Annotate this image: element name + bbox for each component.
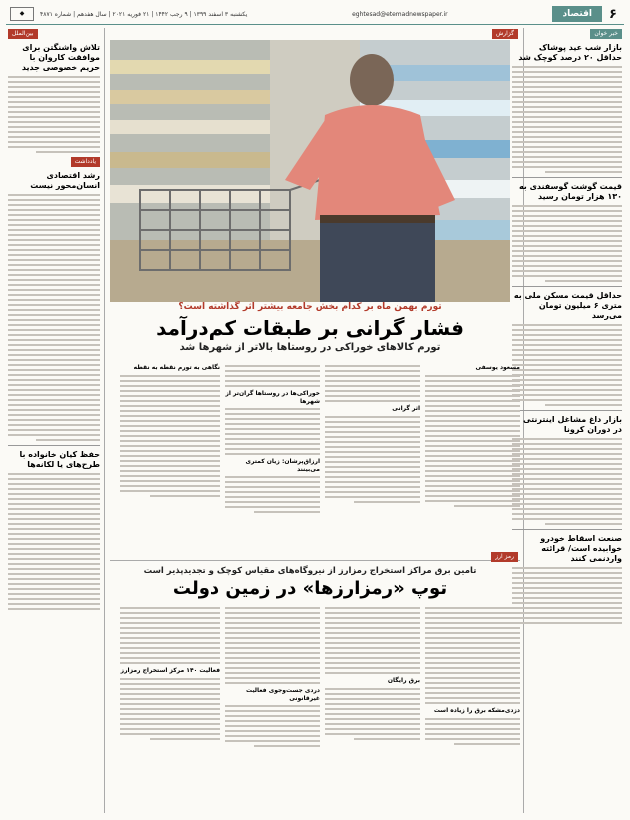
second-col-4 — [120, 604, 220, 810]
right-column — [512, 41, 622, 811]
page-number: ۶ — [609, 6, 617, 22]
opinion-tag: یادداشت — [71, 157, 100, 167]
text-block — [512, 205, 622, 282]
page-header — [6, 6, 624, 22]
main-sub-2: خوراکی‌ها در روستاها گران‌تر از شهرها — [225, 390, 320, 405]
text-block — [225, 476, 320, 513]
second-col-2 — [325, 604, 420, 810]
site-address: eghtesad@etemadnewspaper.ir — [352, 10, 448, 18]
main-sub-1: نگاهی به تورم نقطه به نقطه — [133, 364, 220, 371]
second-sub-1: فعالیت ۱۴۰ مرکز استخراج رمزارز — [120, 667, 220, 674]
news-tag: خبر خوان — [590, 29, 622, 39]
second-kicker: تامین برق مراکز استخراج رمزارز از نیروگاه‌های مقیاس کوچک و تجدیدپذیر است — [143, 566, 477, 576]
article-col-3 — [225, 362, 320, 557]
text-block — [425, 718, 520, 745]
international-tag: بین‌الملل — [8, 29, 38, 39]
text-block — [325, 416, 420, 503]
main-sub-3: اثر گرانی — [392, 405, 420, 412]
header-rule — [6, 24, 624, 25]
right-headline-4: بازار داغ مشاغل اینترنتی در دوران کرونا — [523, 415, 622, 434]
left-headline-2: رشد اقتصادی انسان‌محور نیست — [30, 171, 100, 190]
text-block — [512, 66, 622, 173]
crypto-tag: رمز ارز — [491, 552, 518, 562]
main-kicker: تورم بهمن ماه بر کدام بخش جامعه بیشتر اثر گذاشته است؟ — [178, 302, 442, 312]
text-block — [512, 567, 622, 624]
second-sub-2: دردی جست‌وجوی فعالیت غیرقانونی — [245, 687, 320, 702]
supermarket-shopper-image — [110, 40, 510, 302]
text-block — [512, 324, 622, 406]
text-block — [120, 607, 220, 664]
text-block — [225, 365, 320, 387]
left-headline-1: تلاش واشنگتن برای موافقت کاروان با حریم خصوصی جدید — [21, 43, 100, 72]
section-label: اقتصاد — [552, 6, 602, 22]
second-headline: توپ «رمزارزها» در زمین دولت — [172, 578, 448, 599]
article-col-2 — [325, 362, 420, 557]
text-block — [425, 607, 520, 704]
main-headline: فشار گرانی بر طبقات کم‌درآمد — [156, 316, 464, 340]
divider — [104, 28, 105, 813]
main-sub-4: ارزاق‌پرشان: زیان کمتری می‌بینند — [245, 458, 320, 473]
text-block — [325, 607, 420, 674]
text-block — [325, 365, 420, 402]
main-photo — [110, 40, 510, 302]
left-column — [8, 41, 100, 811]
right-headline-3: حداقل قیمت مسکن ملی به متری ۶ میلیون تومان می‌رسد — [513, 291, 622, 320]
left-headline-3: حفظ کیان خانواده با طرح‌های یا لکانه‌ها — [19, 450, 100, 469]
right-headline-1: بازار شب عید پوشاک حداقل ۲۰ درصد کوچک شد — [518, 43, 622, 62]
text-block — [225, 705, 320, 747]
text-block — [225, 408, 320, 455]
text-block — [8, 473, 100, 610]
text-block — [120, 375, 220, 497]
date-line: یکشنبه ۳ اسفند ۱۳۹۹ | ۹ رجب ۱۴۴۲ | ۲۱ فوریه ۲۰۲۱ | سال هفدهم | شماره ۴۸۷۱ — [40, 10, 248, 18]
article-col-1 — [425, 362, 520, 557]
second-col-3 — [225, 604, 320, 810]
second-sub-3: برق رایگان — [387, 677, 420, 684]
article-col-4 — [120, 362, 220, 557]
text-block — [8, 194, 100, 441]
second-sub-4: دزدی‌مشکه برق را زیاده است — [433, 707, 520, 714]
author-name: مسعود یوسفی — [475, 364, 520, 371]
text-block — [325, 688, 420, 740]
newspaper-logo-icon: ◆ — [10, 7, 34, 21]
text-block — [8, 76, 100, 153]
text-block — [225, 607, 320, 684]
text-block — [512, 438, 622, 525]
report-tag: گزارش — [492, 29, 518, 39]
text-block — [120, 678, 220, 740]
second-col-1 — [425, 604, 520, 810]
main-subhead: تورم کالاهای خوراکی در روستاها بالاتر از شهرها شد — [179, 342, 441, 353]
divider — [110, 560, 520, 561]
text-block — [425, 375, 520, 507]
right-headline-5: صنعت اسقاط خودرو خوابیده است/ قرائته واردنمی کنند — [540, 534, 622, 563]
right-headline-2: قیمت گوشت گوسفندی به ۱۳۰ هزار تومان رسید — [518, 182, 622, 201]
